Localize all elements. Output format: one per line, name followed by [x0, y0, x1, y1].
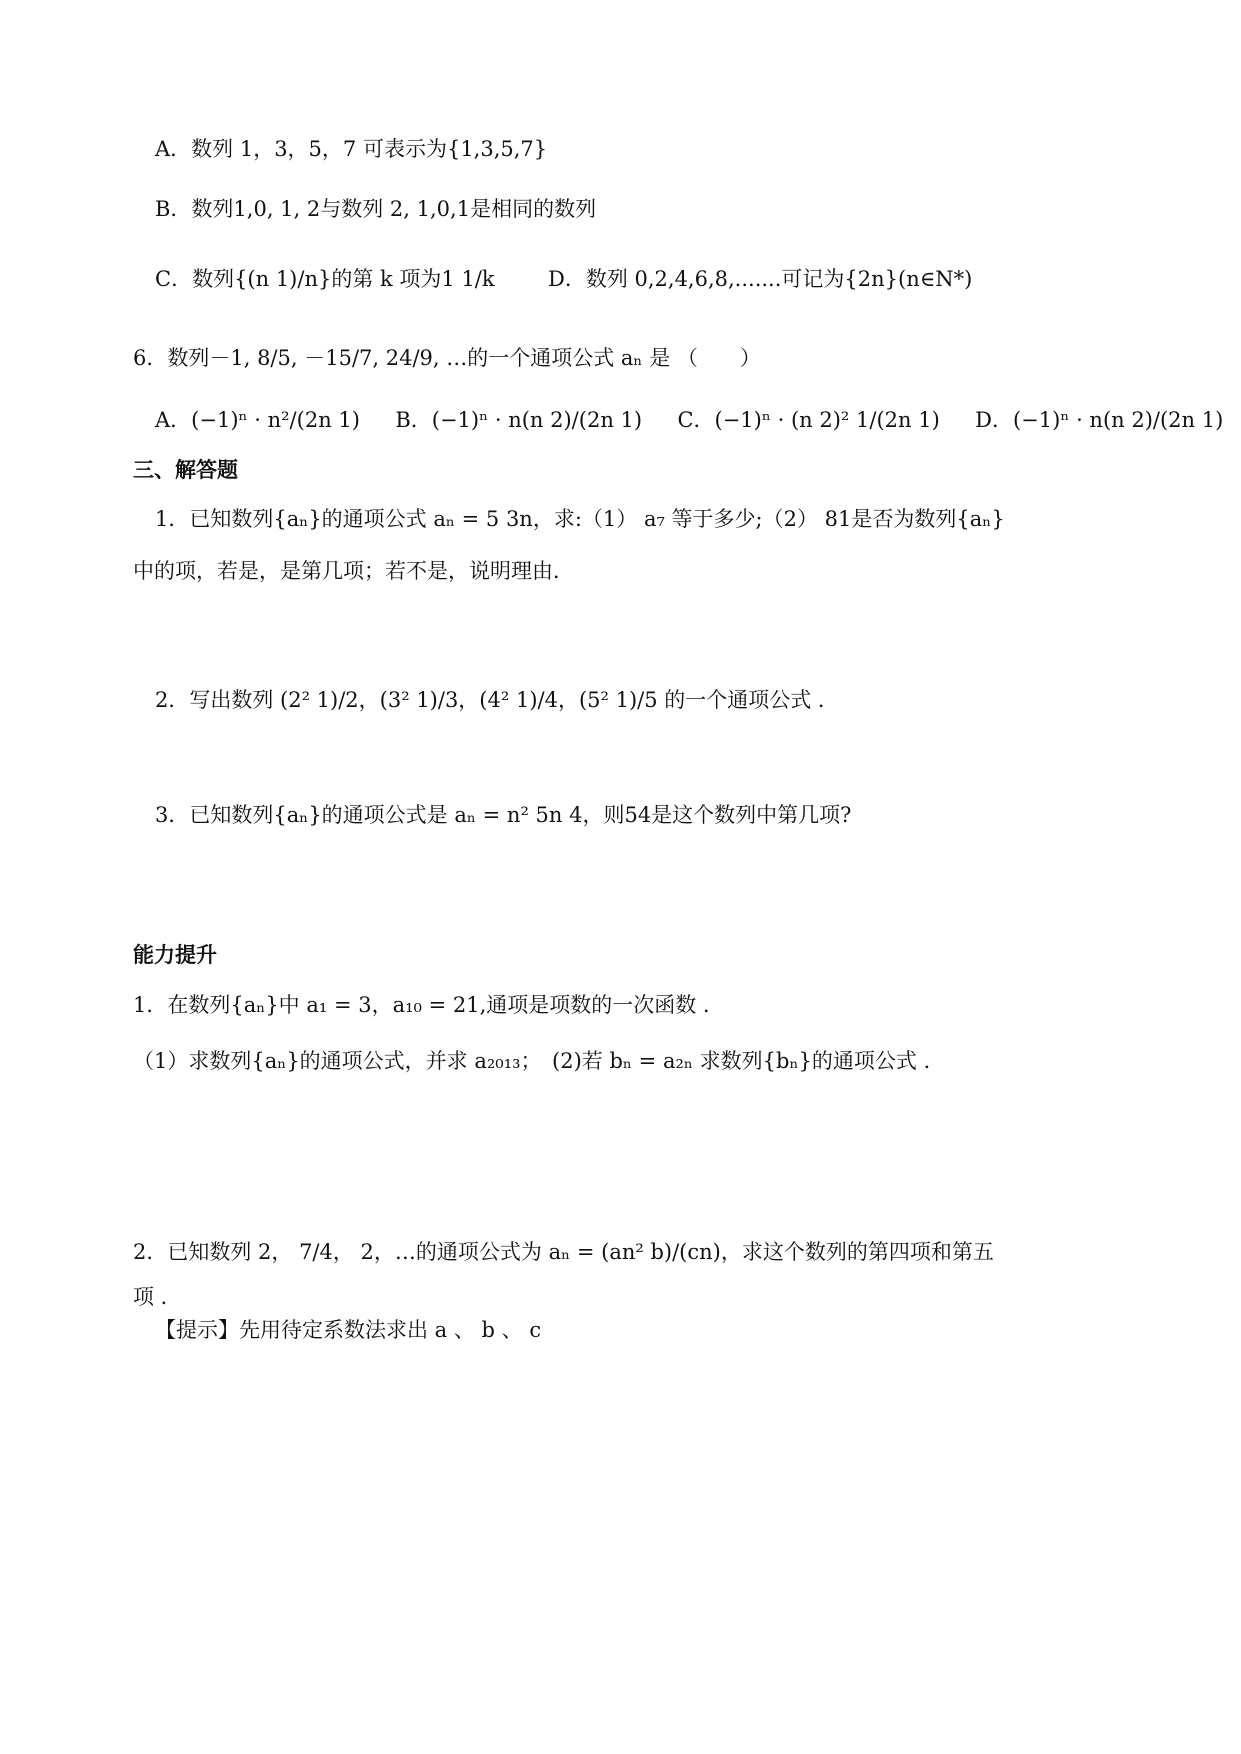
ability-q1-text-1: 1．在数列{aₙ}中 a₁ = 3，a₁₀ = 21,通项是项数的一次函数 ． — [133, 993, 724, 1017]
ability-q1-text-2: （1）求数列{aₙ}的通项公式，并求 a₂₀₁₃； (2)若 bₙ = a₂ₙ 求数列{bₙ}的通项公式 ． — [133, 1049, 945, 1073]
q6-option-B: B．(−1)ⁿ · n(n 2)/(2n 1) — [395, 408, 643, 432]
section-3-title — [133, 455, 238, 485]
ability-q1-line1 — [133, 990, 724, 1020]
ability-q1-line2 — [133, 1046, 945, 1076]
ability-q2-line2 — [133, 1282, 182, 1312]
option-A-row — [155, 134, 547, 164]
hint-text: 【提示】先用待定系数法求出 a 、 b 、 c — [155, 1318, 542, 1342]
section-3-title-text: 三、解答题 — [133, 458, 238, 482]
s3-q2-text: 2．写出数列 (2² 1)/2，(3² 1)/3，(4² 1)/4，(5² 1)/5 的一个通项公式 ． — [155, 688, 839, 712]
ability-q2-line1 — [133, 1237, 994, 1267]
ability-title — [133, 940, 217, 970]
section-3-q3 — [155, 800, 851, 830]
option-D-text: D．数列 0,2,4,6,8,.......可记为{2n}(n∈N*) — [547, 267, 973, 291]
section-3-q2 — [155, 685, 839, 715]
q6-option-D: D．(−1)ⁿ · n(n 2)/(2n 1) — [975, 408, 1224, 432]
s3-q1-text-2: 中的项，若是，是第几项；若不是，说明理由． — [133, 559, 574, 583]
s3-q1-text-1: 1．已知数列{aₙ}的通项公式 aₙ = 5 3n，求:（1） a₇ 等于多少;（2） 81是否为数列{aₙ} — [155, 507, 1005, 531]
option-B-row — [155, 194, 596, 224]
s3-q3-text: 3．已知数列{aₙ}的通项公式是 aₙ = n² 5n 4，则54是这个数列中第几项? — [155, 803, 852, 827]
option-A-text: A．数列 1，3，5，7 可表示为{1,3,5,7} — [155, 137, 548, 161]
ability-title-text: 能力提升 — [133, 943, 217, 967]
section-3-q1-line1 — [155, 504, 1005, 534]
section-3-q1-line2 — [133, 556, 574, 586]
option-B-text: B．数列1,0, 1, 2与数列 2, 1,0,1是相同的数列 — [155, 197, 597, 221]
q6-option-A: A．(−1)ⁿ · n²/(2n 1) — [155, 408, 360, 432]
question-6-stem — [133, 343, 761, 373]
option-C-text: C．数列{(n 1)/n}的第 k 项为1 1/k — [155, 267, 495, 291]
ability-q2-text-2: 项 ． — [133, 1285, 182, 1309]
ability-q2-text-1: 2．已知数列 2， 7/4， 2，…的通项公式为 aₙ = (an² b)/(cn)，求这个数列的第四项和第五 — [133, 1240, 994, 1264]
question-6-options — [155, 405, 1223, 435]
q6-option-C: C．(−1)ⁿ · (n 2)² 1/(2n 1) — [677, 408, 940, 432]
option-CD-row — [155, 264, 972, 294]
hint-line — [155, 1315, 541, 1345]
question-6-text: 6．数列－1, 8/5, －15/7, 24/9, …的一个通项公式 aₙ 是 （ ） — [133, 346, 761, 370]
